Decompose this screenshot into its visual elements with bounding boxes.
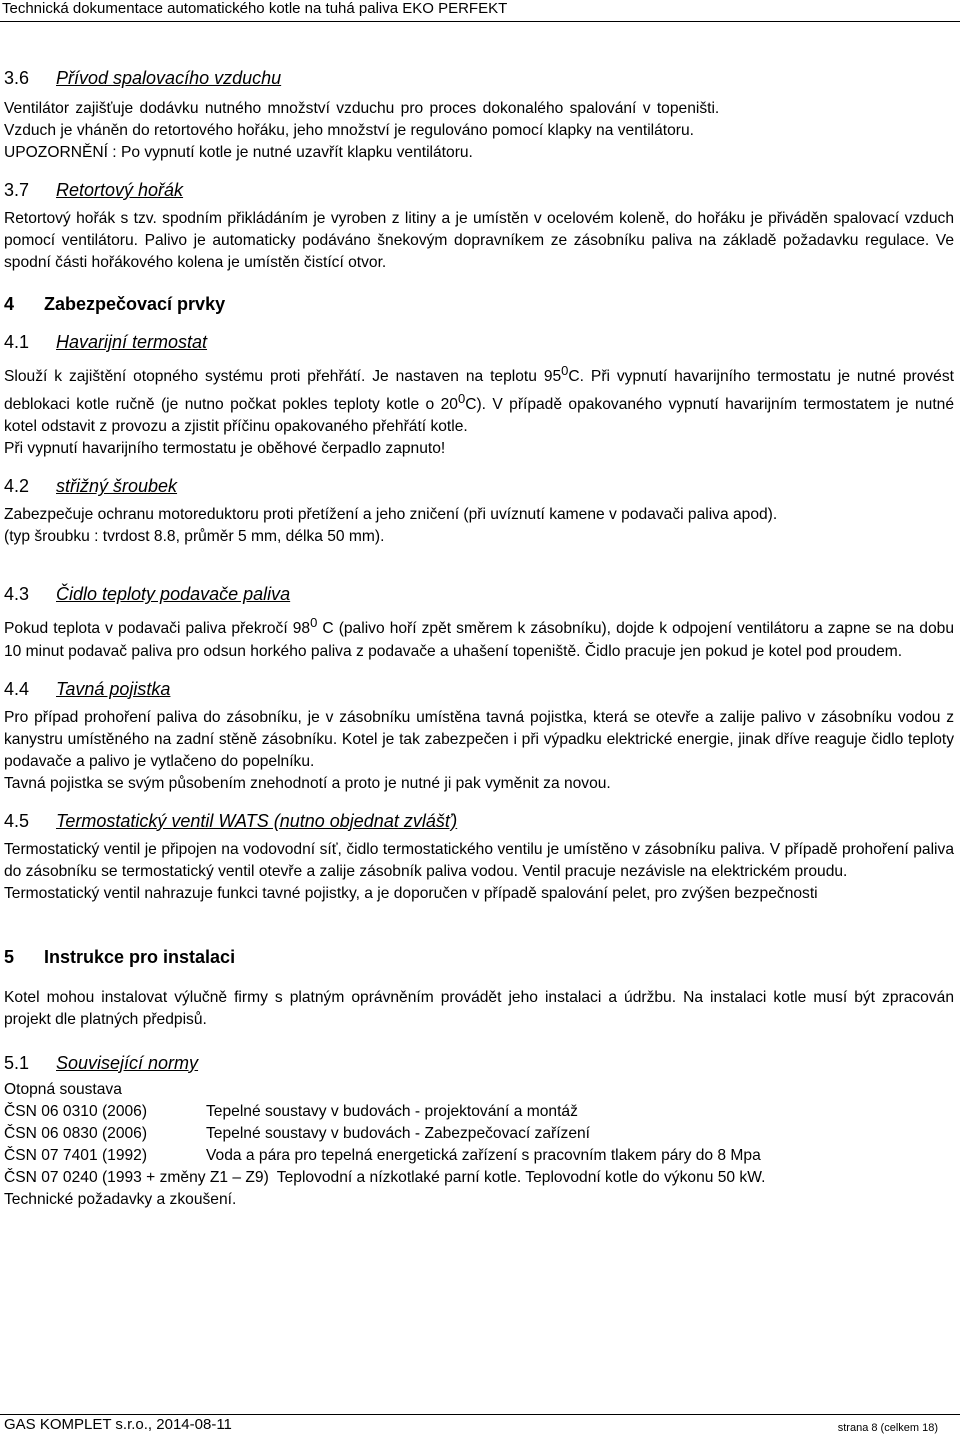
norm-row <box>4 1123 954 1145</box>
superscript: 0 <box>310 615 318 631</box>
paragraph: Termostatický ventil nahrazuje funkci tavné pojistky, a je doporučen v případě spalování pelet, pro zvýšen bezpečnosti <box>4 884 818 902</box>
paragraph: (typ šroubku : tvrdost 8.8, průměr 5 mm, délka 50 mm). <box>4 528 385 546</box>
section-title: Zabezpečovací prvky <box>44 294 226 314</box>
superscript: 0 <box>457 391 466 407</box>
paragraph: Technické požadavky a zkoušení. <box>4 1190 237 1208</box>
page-footer <box>0 1414 960 1436</box>
paragraph: UPOZORNĚNÍ : Po vypnutí kotle je nutné uzavřít klapku ventilátoru. <box>4 144 473 161</box>
heading-5 <box>4 945 954 969</box>
paragraph: Otopná soustava <box>4 1080 122 1098</box>
norm-description: Teplovodní a nízkotlaké parní kotle. Teplovodní kotle do výkonu 50 kW. <box>276 1168 766 1186</box>
norm-code: ČSN 07 0240 (1993 + změny Z1 – Z9) <box>4 1168 269 1186</box>
norm-description: Tepelné soustavy v budovách - projektování a montáž <box>206 1102 578 1120</box>
heading-4-1 <box>4 330 954 354</box>
paragraph: Retortový hořák s tzv. spodním přikládáním je vyroben z litiny a je umístěn v ocelovém koleně, do hořáku je přiváděn spalovací vzduch pomocí ventilátoru. Palivo je automaticky podáváno šnekovým dopravníkem ze zásobníku paliva na základě požadavku regulace. Ve spodní části hořákového kolena je umístěn čistící otvor. <box>4 210 954 271</box>
section-number: 3.7 <box>4 180 30 200</box>
section-title: Havarijní termostat <box>56 332 208 352</box>
paragraph: Termostatický ventil je připojen na vodovodní síť, čidlo termostatického ventilu je umístěno v zásobníku paliva. V případě prohoření paliva do zásobníku se termostatický ventil otevře a zalije zásobník paliva vodou. Ventil pracuje nezávisle na elektrickém proudu. <box>4 840 954 880</box>
paragraph <box>4 612 954 662</box>
paragraph: Kotel mohou instalovat výlučně firmy s platným oprávněním provádět jeho instalaci a údržbu. Na instalaci kotle musí být zpracován projekt dle platných předpisů. <box>4 988 954 1028</box>
norm-row <box>4 1145 954 1167</box>
text-run: Pokud teplota v podavači paliva překročí 98 <box>4 620 311 638</box>
heading-4-2 <box>4 474 954 498</box>
norm-description: Tepelné soustavy v budovách - Zabezpečovací zařízení <box>206 1124 590 1142</box>
section-title: střižný šroubek <box>56 476 178 497</box>
section-title: Instrukce pro instalaci <box>44 946 236 967</box>
section-number: 4.5 <box>4 810 30 831</box>
text-run: Slouží k zajištění otopného systému proti přehřátí. Je nastaven na teplotu 95 <box>4 368 562 386</box>
section-title: Retortový hořák <box>56 180 184 200</box>
heading-3-7 <box>4 178 954 202</box>
paragraph: Při vypnutí havarijního termostatu je oběhové čerpadlo zapnuto! <box>4 440 446 458</box>
section-title: Termostatický ventil WATS (nutno objednat zvlášť) <box>56 810 458 831</box>
page-header <box>0 0 960 22</box>
footer-company: GAS KOMPLET s.r.o., 2014-08-11 <box>4 1416 232 1433</box>
heading-5-1 <box>4 1051 954 1075</box>
section-title: Přívod spalovacího vzduchu <box>56 68 282 88</box>
section-title: Tavná pojistka <box>56 678 171 699</box>
heading-4-5 <box>4 809 954 833</box>
document-body <box>4 66 954 1211</box>
section-number: 4.1 <box>4 332 30 352</box>
section-title: Čidlo teploty podavače paliva <box>56 584 291 605</box>
section-number: 4.4 <box>4 678 30 699</box>
text-run: C). V případě opakovaného vypnutí havarijním termostatem je nutné kotel odstavit z provozu a zjistit příčinu opakovaného přehřátí kotle. <box>4 396 955 436</box>
norm-row <box>4 1101 954 1123</box>
section-title: Související normy <box>56 1052 199 1073</box>
paragraph: Vzduch je vháněn do retortového hořáku, jeho množství je regulováno pomocí klapky na ventilátoru. <box>4 122 695 139</box>
norm-code: ČSN 07 7401 (1992) <box>4 1146 148 1164</box>
norm-code: ČSN 06 0310 (2006) <box>4 1102 148 1120</box>
text-run: C. Při vypnutí havarijního termostatu je nutné provést deblokaci kotle ručně (je nutno počkat pokles teploty kotle o 20 <box>4 368 954 414</box>
section-number: 4.3 <box>4 584 30 605</box>
paragraph: Zabezpečuje ochranu motoreduktoru proti přetížení a jeho zničení (při uvíznutí kamene v podavači paliva apod). <box>4 506 778 524</box>
section-number: 5.1 <box>4 1052 30 1073</box>
section-number: 3.6 <box>4 68 30 88</box>
norm-description: Voda a pára pro tepelná energetická zařízení s pracovním tlakem páry do 8 Mpa <box>206 1146 761 1164</box>
heading-4-4 <box>4 677 954 701</box>
paragraph: Tavná pojistka se svým působením znehodnotí a proto je nutné ji pak vyměnit za novou. <box>4 774 611 792</box>
paragraph: Pro případ prohoření paliva do zásobníku, je v zásobníku umístěna tavná pojistka, která se otevře a zalije palivo v zásobníku vodou z kanystru umístěného na zadní stěně zásobníku. Kotel je tak zabezpečen i při výpadku elektrické energie, jinak dříve reaguje čidlo teploty podavače a palivo je vytlačeno do popelníku. <box>4 708 954 770</box>
norm-row <box>4 1167 954 1189</box>
superscript: 0 <box>561 363 569 378</box>
section-number: 5 <box>4 946 15 967</box>
heading-4-3 <box>4 582 954 606</box>
footer-page-number: strana 8 (celkem 18) <box>837 1422 938 1434</box>
section-number: 4 <box>4 294 15 314</box>
heading-3-6 <box>4 66 954 90</box>
paragraph: Ventilátor zajišťuje dodávku nutného množství vzduchu pro proces dokonalého spalování v topeništi. <box>4 100 720 117</box>
section-number: 4.2 <box>4 476 30 497</box>
document-title: Technická dokumentace automatického kotle na tuhá paliva EKO PERFEKT <box>2 0 508 17</box>
paragraph <box>4 360 954 438</box>
text-run: C (palivo hoří zpět směrem k zásobníku), dojde k odpojení ventilátoru a zapne se na dobu 10 minut podavač paliva pro odsun horkého paliva z podavače a uhašení topeniště. Čidlo pracuje jen pokud je kotel pod proudem. <box>4 620 954 660</box>
norm-code: ČSN 06 0830 (2006) <box>4 1124 148 1142</box>
heading-4 <box>4 292 954 316</box>
